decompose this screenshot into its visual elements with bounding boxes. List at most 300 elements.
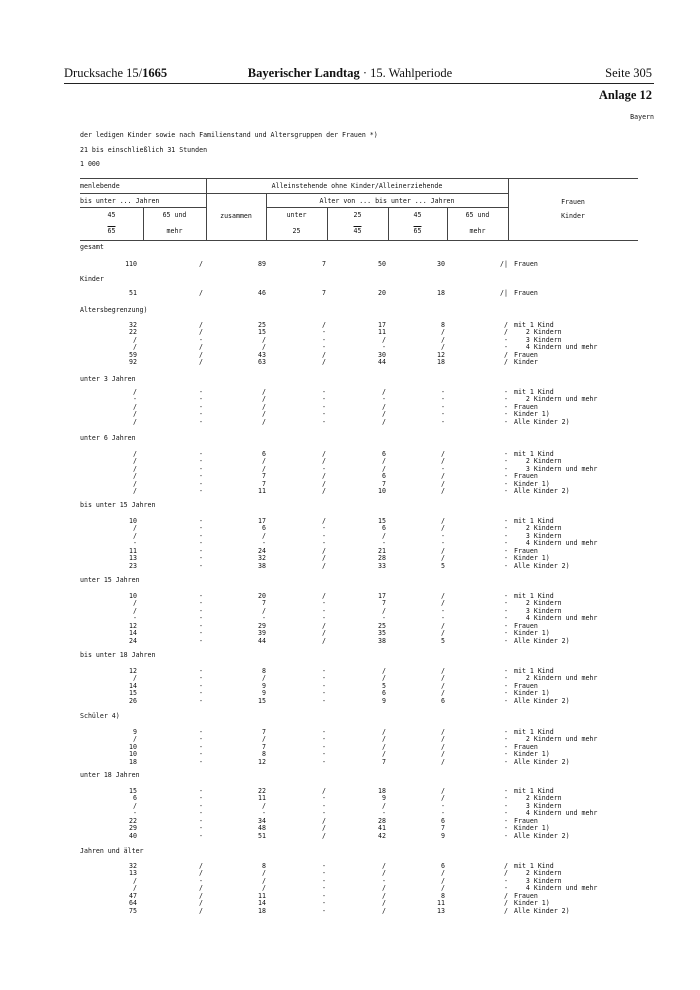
row-label: 2 Kindern und mehr — [514, 395, 598, 404]
table-cell: 20 — [258, 592, 266, 600]
row-label: 2 Kindern und mehr — [514, 674, 598, 683]
table-cell: / — [322, 621, 326, 630]
table-cell: - — [199, 794, 203, 803]
table-cell: - — [441, 531, 445, 540]
table-cell-separator: - — [504, 674, 508, 683]
table-cell: - — [322, 681, 326, 690]
table-cell: 24 — [258, 546, 266, 555]
row-label: 2 Kindern — [514, 599, 562, 608]
table-cell: 32 — [258, 554, 266, 563]
table-cell: 42 — [378, 831, 386, 840]
row-label: Frauen — [514, 402, 538, 411]
table-cell: 5 — [441, 561, 445, 570]
table-cell: 63 — [258, 358, 266, 367]
table-cell: / — [322, 629, 326, 638]
table-cell: / — [441, 876, 445, 885]
table-cell: - — [382, 395, 386, 404]
table-cell: - — [199, 809, 203, 818]
table-cell: / — [382, 869, 386, 878]
table-cell-separator: - — [504, 487, 508, 496]
table-cell: - — [199, 464, 203, 473]
table-cell-separator: - — [504, 599, 508, 608]
table-cell: - — [441, 809, 445, 818]
table-cell: / — [382, 457, 386, 466]
table-cell: 33 — [378, 561, 386, 570]
table-cell-separator: - — [504, 696, 508, 705]
col-header-frauen: Frauen — [561, 198, 585, 206]
table-cell: / — [262, 410, 266, 419]
table-cell: - — [199, 410, 203, 419]
table-cell: 9 — [133, 728, 137, 736]
table-cell-separator: / — [504, 358, 508, 367]
row-label: 3 Kindern — [514, 531, 562, 540]
table-cell: / — [133, 410, 137, 419]
table-cell: / — [199, 884, 203, 893]
table-cell: 13 — [129, 869, 137, 878]
table-cell: 6 — [441, 862, 445, 870]
table-cell: - — [322, 696, 326, 705]
col-header-65: 65 — [107, 227, 116, 235]
table-cell: - — [199, 479, 203, 488]
table-cell: / — [382, 801, 386, 810]
table-cell: / — [441, 517, 445, 525]
col-header-45-65: 65 — [413, 227, 422, 235]
table-cell: 64 — [129, 899, 137, 908]
table-cell: - — [382, 876, 386, 885]
table-cell: / — [262, 606, 266, 615]
table-cell-separator: - — [504, 388, 508, 396]
col-header-mehr: mehr — [166, 227, 183, 235]
table-cell: / — [382, 410, 386, 419]
table-cell: / — [133, 801, 137, 810]
table-cell: 8 — [262, 862, 266, 870]
table-cell: - — [199, 606, 203, 615]
table-cell: - — [441, 395, 445, 404]
table-cell: / — [322, 358, 326, 367]
table-rule-group — [206, 193, 508, 194]
table-cell: 6 — [382, 472, 386, 481]
table-cell: - — [322, 884, 326, 893]
row-label: Frauen — [514, 891, 538, 900]
table-cell: - — [199, 450, 203, 458]
table-cell: 41 — [378, 824, 386, 833]
table-cell: - — [199, 531, 203, 540]
row-label: Frauen — [514, 681, 538, 690]
table-cell: / — [382, 728, 386, 736]
table-cell: 15 — [129, 787, 137, 795]
section-title: Schüler 4) — [80, 712, 120, 720]
table-cell: - — [322, 728, 326, 736]
table-cell: - — [199, 681, 203, 690]
table-cell: / — [133, 735, 137, 744]
row-label: Alle Kinder 2) — [514, 696, 570, 705]
table-cell-separator: - — [504, 728, 508, 736]
table-cell: 17 — [378, 321, 386, 329]
table-cell: - — [199, 621, 203, 630]
row-label: 4 Kindern und mehr — [514, 614, 598, 623]
table-cell: / — [133, 531, 137, 540]
table-cell: - — [199, 592, 203, 600]
table-cell: / — [441, 457, 445, 466]
table-cell: - — [133, 395, 137, 404]
table-cell-separator: - — [504, 742, 508, 751]
table-cell: 18 — [129, 757, 137, 766]
table-cell: / — [441, 869, 445, 878]
table-cell: - — [322, 464, 326, 473]
table-cell-separator: - — [504, 681, 508, 690]
table-cell: / — [133, 388, 137, 396]
table-cell: 18 — [437, 358, 445, 367]
table-cell: - — [199, 554, 203, 563]
table-cell: / — [322, 350, 326, 359]
row-label: Alle Kinder 2) — [514, 906, 570, 915]
table-cell: - — [199, 728, 203, 736]
table-cell: / — [322, 479, 326, 488]
table-cell: / — [199, 899, 203, 908]
table-cell-separator: - — [504, 464, 508, 473]
table-cell: 12 — [129, 667, 137, 675]
group-header-alleinstehende: Alleinstehende ohne Kinder/Alleinerziehende — [271, 182, 443, 190]
table-cell: - — [322, 899, 326, 908]
table-cell-separator: - — [504, 824, 508, 833]
table-cell: - — [199, 472, 203, 481]
table-cell: / — [262, 335, 266, 344]
table-cell: - — [322, 742, 326, 751]
table-cell: / — [133, 599, 137, 608]
table-cell: - — [199, 876, 203, 885]
table-cell: 7 — [382, 757, 386, 766]
table-cell: / — [133, 479, 137, 488]
table-cell: / — [441, 524, 445, 533]
row-label: Kinder 1) — [514, 899, 550, 908]
col-header-25: 25 — [353, 211, 362, 219]
table-cell: - — [133, 809, 137, 818]
table-cell-separator: / — [504, 891, 508, 900]
table-cell-separator: - — [504, 876, 508, 885]
table-cell: 7 — [262, 472, 266, 481]
row-label: 4 Kindern und mehr — [514, 539, 598, 548]
table-cell: / — [382, 862, 386, 870]
table-cell: / — [199, 343, 203, 352]
col-header-65-und-b: 65 und — [465, 211, 490, 219]
table-cell: - — [322, 801, 326, 810]
table-cell: 5 — [382, 681, 386, 690]
table-cell: 14 — [129, 681, 137, 690]
table-cell: - — [199, 539, 203, 548]
row-label: 2 Kindern — [514, 328, 562, 337]
row-label: 2 Kindern und mehr — [514, 735, 598, 744]
table-cell-separator: - — [504, 689, 508, 698]
table-cell: 10 — [129, 592, 137, 600]
table-cell-separator: - — [504, 816, 508, 825]
table-cell: / — [441, 599, 445, 608]
table-cell: / — [382, 674, 386, 683]
table-cell: - — [441, 464, 445, 473]
table-cell: - — [322, 869, 326, 878]
document-number: Drucksache 15/1665 — [64, 66, 168, 80]
row-label: 4 Kindern und mehr — [514, 809, 598, 818]
table-cell: / — [133, 524, 137, 533]
table-cell: / — [322, 592, 326, 600]
table-cell: / — [322, 561, 326, 570]
table-cell-separator: - — [504, 636, 508, 645]
table-cell: / — [322, 824, 326, 833]
table-cell: / — [441, 487, 445, 496]
table-cell: / — [441, 728, 445, 736]
table-rule-age — [266, 207, 508, 208]
col-header-kinder: Kinder — [561, 212, 585, 220]
table-cell: / — [262, 388, 266, 396]
row-label: 3 Kindern und mehr — [514, 464, 598, 473]
table-cell: 11 — [258, 891, 266, 900]
row-label: mit 1 Kind — [514, 517, 554, 525]
row-label: 2 Kindern — [514, 794, 562, 803]
table-cell-separator: - — [504, 531, 508, 540]
table-cell-separator: - — [504, 750, 508, 759]
table-cell: 44 — [378, 358, 386, 367]
table-cell-separator: - — [504, 614, 508, 623]
table-cell: / — [382, 667, 386, 675]
table-cell: - — [322, 862, 326, 870]
section-title: Jahren und älter — [80, 847, 144, 855]
table-cell-separator: / — [504, 350, 508, 359]
table-cell: 8 — [262, 667, 266, 675]
table-cell: - — [199, 801, 203, 810]
table-cell: / — [441, 343, 445, 352]
row-label: Frauen — [514, 472, 538, 481]
table-cell-separator: / — [504, 899, 508, 908]
table-cell: / — [322, 472, 326, 481]
table-cell: 22 — [129, 816, 137, 825]
table-cell: / — [199, 321, 203, 329]
table-cell-separator: - — [504, 457, 508, 466]
table-cell: 89 — [258, 260, 266, 268]
row-label: Alle Kinder 2) — [514, 487, 570, 496]
row-label: mit 1 Kind — [514, 592, 554, 600]
col-header-bis-unter: bis unter ... Jahren — [80, 197, 160, 205]
table-cell-separator: / — [504, 906, 508, 915]
table-cell: 21 — [378, 546, 386, 555]
table-cell: / — [382, 742, 386, 751]
table-cell: - — [199, 561, 203, 570]
annex-label: Anlage 12 — [598, 88, 652, 102]
table-cell: 15 — [378, 517, 386, 525]
table-cell: / — [199, 862, 203, 870]
table-cell-separator: - — [504, 757, 508, 766]
table-cell: - — [199, 614, 203, 623]
table-cell: 29 — [258, 621, 266, 630]
row-label: mit 1 Kind — [514, 787, 554, 795]
table-cell: - — [322, 906, 326, 915]
table-cell: / — [382, 891, 386, 900]
table-cell: 8 — [441, 891, 445, 900]
table-cell: / — [441, 546, 445, 555]
table-cell: 6 — [133, 794, 137, 803]
section-title: unter 15 Jahren — [80, 576, 140, 584]
table-cell: 7 — [382, 479, 386, 488]
table-cell: - — [322, 876, 326, 885]
intro-line-1: der ledigen Kinder sowie nach Familienstand und Altersgruppen der Frauen *) — [80, 131, 378, 139]
table-cell: - — [322, 667, 326, 675]
table-cell: / — [382, 735, 386, 744]
table-cell: / — [382, 531, 386, 540]
table-cell: / — [322, 546, 326, 555]
row-label: Frauen — [514, 621, 538, 630]
table-cell: / — [382, 899, 386, 908]
table-cell: - — [382, 614, 386, 623]
table-cell: 26 — [129, 696, 137, 705]
table-cell-separator: / — [504, 328, 508, 337]
table-cell: - — [322, 388, 326, 396]
row-label: Kinder 1) — [514, 554, 550, 563]
table-cell: 11 — [378, 328, 386, 337]
table-cell: 22 — [129, 328, 137, 337]
table-cell: 11 — [258, 487, 266, 496]
table-cell: / — [322, 517, 326, 525]
table-cell: 43 — [258, 350, 266, 359]
table-cell: 48 — [258, 824, 266, 833]
table-cell-separator: /| — [500, 289, 508, 297]
table-cell: 7 — [322, 260, 326, 268]
table-cell: / — [199, 906, 203, 915]
table-cell: / — [382, 606, 386, 615]
table-cell: 30 — [437, 260, 445, 268]
table-cell: - — [199, 395, 203, 404]
table-cell: 9 — [441, 831, 445, 840]
row-label: 3 Kindern — [514, 335, 562, 344]
table-cell: 20 — [378, 289, 386, 297]
table-cell: - — [199, 696, 203, 705]
table-cell: 15 — [258, 696, 266, 705]
table-cell: - — [441, 606, 445, 615]
table-cell: 12 — [129, 621, 137, 630]
table-cell: / — [441, 757, 445, 766]
table-cell: 7 — [322, 289, 326, 297]
table-cell: 7 — [382, 599, 386, 608]
table-cell-separator: - — [504, 417, 508, 426]
table-cell: - — [199, 636, 203, 645]
table-cell: 9 — [262, 681, 266, 690]
table-cell-separator: / — [504, 869, 508, 878]
table-cell: 24 — [129, 636, 137, 645]
table-cell-separator: - — [504, 395, 508, 404]
table-cell: / — [133, 417, 137, 426]
table-cell: / — [262, 869, 266, 878]
table-cell: - — [322, 750, 326, 759]
table-cell: 17 — [258, 517, 266, 525]
table-cell-separator: - — [504, 343, 508, 352]
section-title: gesamt — [80, 243, 104, 251]
table-cell: - — [322, 343, 326, 352]
table-cell: - — [133, 539, 137, 548]
table-cell: - — [441, 539, 445, 548]
row-label: Frauen — [514, 260, 538, 268]
table-cell: / — [441, 479, 445, 488]
table-cell: - — [199, 417, 203, 426]
table-cell: - — [382, 539, 386, 548]
table-cell: - — [322, 335, 326, 344]
table-cell: 9 — [382, 696, 386, 705]
table-cell: - — [199, 388, 203, 396]
table-cell: 12 — [258, 757, 266, 766]
table-cell: 6 — [382, 524, 386, 533]
table-cell-separator: - — [504, 787, 508, 795]
section-title: bis unter 18 Jahren — [80, 651, 156, 659]
table-cell: 75 — [129, 906, 137, 915]
table-cell: 29 — [129, 824, 137, 833]
table-cell: / — [441, 629, 445, 638]
row-label: Alle Kinder 2) — [514, 831, 570, 840]
table-cell-separator: / — [504, 321, 508, 329]
header-rule — [64, 83, 654, 84]
table-cell: 32 — [129, 321, 137, 329]
table-cell: 18 — [258, 906, 266, 915]
region-label: Bayern — [630, 113, 654, 121]
table-cell: 50 — [378, 260, 386, 268]
table-cell: - — [199, 742, 203, 751]
table-cell: 15 — [258, 328, 266, 337]
table-cell: / — [262, 464, 266, 473]
table-cell: / — [441, 735, 445, 744]
table-cell: 7 — [441, 824, 445, 833]
table-cell: - — [322, 757, 326, 766]
table-cell: 51 — [129, 289, 137, 297]
table-cell: 44 — [258, 636, 266, 645]
table-cell: - — [199, 816, 203, 825]
row-label: 3 Kindern — [514, 876, 562, 885]
table-cell: 11 — [437, 899, 445, 908]
table-cell: - — [199, 335, 203, 344]
table-cell: 30 — [378, 350, 386, 359]
table-cell: 11 — [129, 546, 137, 555]
row-label: Kinder — [514, 358, 538, 367]
table-cell-separator: - — [504, 735, 508, 744]
table-cell: 13 — [129, 554, 137, 563]
table-cell-separator: - — [504, 546, 508, 555]
table-cell: / — [382, 906, 386, 915]
table-cell: / — [133, 487, 137, 496]
table-cell: 25 — [378, 621, 386, 630]
table-cell-separator: - — [504, 801, 508, 810]
row-label: Frauen — [514, 546, 538, 555]
table-cell: 92 — [129, 358, 137, 367]
intro-line-2: 21 bis einschließlich 31 Stunden — [80, 146, 208, 154]
table-cell: 17 — [378, 592, 386, 600]
table-cell: / — [262, 801, 266, 810]
table-cell: / — [322, 554, 326, 563]
table-cell-separator: - — [504, 592, 508, 600]
table-cell: - — [199, 667, 203, 675]
table-cell: - — [382, 343, 386, 352]
table-cell: / — [199, 350, 203, 359]
table-cell: - — [199, 629, 203, 638]
table-cell: / — [262, 343, 266, 352]
table-cell: / — [133, 884, 137, 893]
table-cell: / — [382, 417, 386, 426]
table-cell: - — [322, 606, 326, 615]
table-cell: / — [382, 884, 386, 893]
table-cell: - — [199, 457, 203, 466]
table-cell: 11 — [258, 794, 266, 803]
table-cell: - — [322, 809, 326, 818]
table-cell-separator: - — [504, 517, 508, 525]
page-number: Seite 305 — [605, 66, 652, 80]
subgroup-header-alter: Alter von ... bis unter ... Jahren — [319, 197, 455, 205]
col-header-zusammen: zusammen — [220, 212, 252, 220]
col-header-45: 45 — [107, 211, 116, 219]
table-cell: / — [199, 260, 203, 268]
row-label: Kinder 1) — [514, 629, 550, 638]
